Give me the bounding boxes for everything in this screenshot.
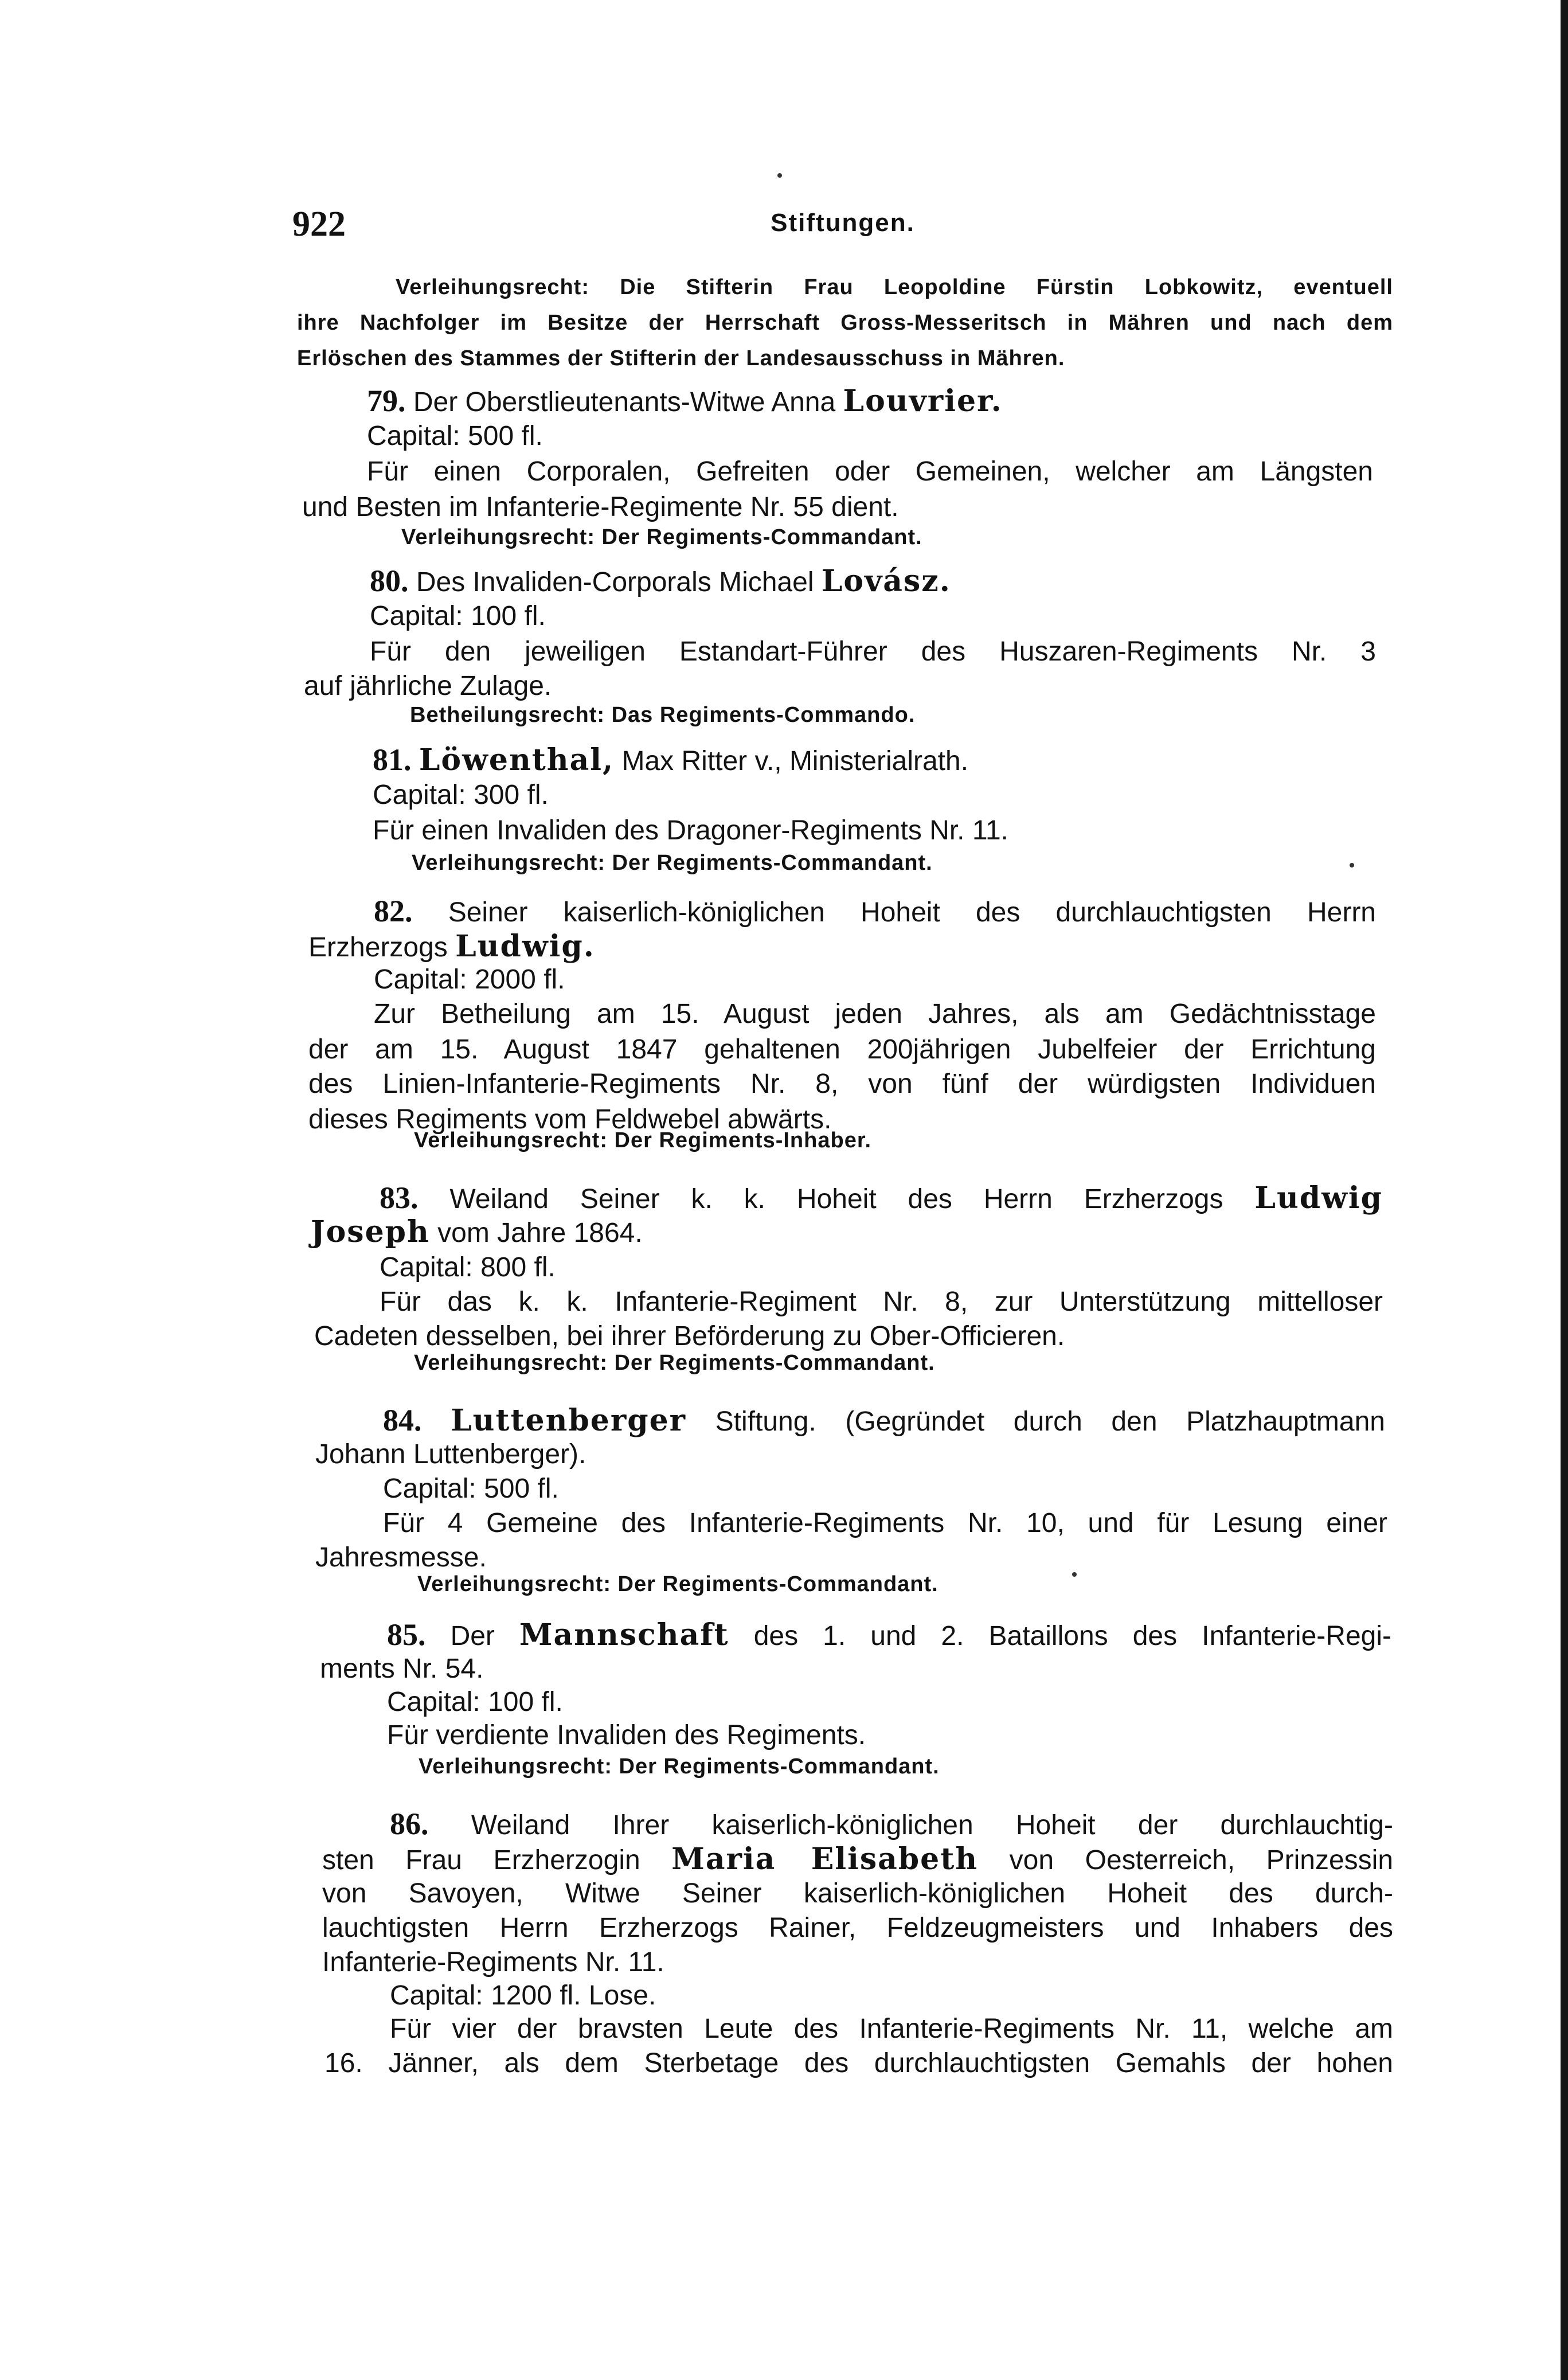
entry-83-heading-cont	[311, 1214, 643, 1251]
rights-line: Verleihungsrecht: Der Regiments-Commandant.	[419, 1754, 940, 1779]
body-line: Für das k. k. Infanterie-Regiment Nr. 8, zur Unterstützung mittelloser	[380, 1287, 1383, 1317]
entry-85-heading-cont: ments Nr. 54.	[320, 1654, 484, 1684]
intro-line: Erlöschen des Stammes der Stifterin der Landesausschuss in Mähren.	[297, 346, 1065, 370]
entry-title-text: Max Ritter v., Ministerialrath.	[621, 746, 969, 776]
running-head: Stiftungen.	[771, 209, 915, 237]
body-line: Für verdiente Invaliden des Regiments.	[387, 1720, 866, 1750]
body-line: dieses Regiments vom Feldwebel abwärts.	[308, 1104, 832, 1135]
capital-line: Capital: 100 fl.	[370, 601, 546, 631]
entry-number: 85.	[387, 1617, 426, 1652]
body-line: Für den jeweiligen Estandart-Führer des Huszaren-Regiments Nr. 3	[370, 636, 1376, 667]
body-line: Für einen Invaliden des Dragoner-Regiments Nr. 11.	[373, 815, 1009, 846]
body-line: Für einen Corporalen, Gefreiten oder Gemeinen, welcher am Längsten	[367, 456, 1373, 487]
capital-line: Capital: 2000 fl.	[374, 964, 565, 995]
capital-line: Capital: 1200 fl. Lose.	[390, 1980, 656, 2011]
entry-title-text: vom Jahre 1864.	[437, 1218, 643, 1248]
entry-84-heading	[383, 1402, 1385, 1440]
entry-number: 81.	[373, 742, 412, 777]
entry-number: 79.	[367, 384, 406, 418]
entry-83-heading	[380, 1180, 1383, 1217]
body-line: lauchtigsten Herrn Erzherzogs Rainer, Feldzeugmeisters und Inhabers des	[322, 1913, 1393, 1943]
capital-line: Capital: 500 fl.	[383, 1474, 559, 1504]
rights-line: Verleihungsrecht: Der Regiments-Commandant.	[417, 1572, 939, 1596]
founder-name: Maria Elisabeth	[671, 1842, 979, 1877]
body-line: und Besten im Infanterie-Regimente Nr. 55 dient.	[302, 492, 899, 522]
body-line: Jahresmesse.	[315, 1542, 487, 1573]
entry-title-text: Der	[450, 1621, 495, 1651]
body-line: der am 15. August 1847 gehaltenen 200jährigen Jubelfeier der Errichtung	[308, 1034, 1376, 1065]
body-line: Für 4 Gemeine des Infanterie-Regiments Nr. 10, und für Lesung einer	[383, 1508, 1387, 1538]
founder-name: Louvrier.	[843, 384, 1003, 419]
body-line: auf jährliche Zulage.	[304, 671, 552, 701]
founder-name: Löwenthal,	[419, 742, 615, 777]
entry-number: 84.	[383, 1403, 422, 1437]
body-line: Für vier der bravsten Leute des Infanterie-Regiments Nr. 11, welche am	[390, 2014, 1393, 2044]
rights-line: Verleihungsrecht: Der Regiments-Commandant.	[414, 1351, 935, 1375]
rights-line: Verleihungsrecht: Der Regiments-Commandant.	[412, 851, 933, 875]
body-line: Zur Betheilung am 15. August jeden Jahres, als am Gedächtnisstage	[374, 999, 1376, 1029]
scan-speck	[777, 173, 782, 178]
entry-82-heading-cont	[308, 929, 595, 966]
entry-86-heading	[390, 1806, 1393, 1843]
body-line: des Linien-Infanterie-Regiments Nr. 8, von fünf der würdigsten Individuen	[308, 1069, 1376, 1099]
entry-84-heading-cont: Johann Luttenberger).	[315, 1439, 586, 1470]
capital-line: Capital: 500 fl.	[367, 421, 543, 451]
entry-number: 82.	[374, 894, 413, 928]
entry-title-text: Weiland Ihrer kaiserlich-königlichen Hoheit der durchlauchtig-	[471, 1810, 1393, 1840]
capital-line: Capital: 300 fl.	[373, 780, 549, 810]
founder-name: Mannschaft	[519, 1617, 729, 1652]
page-edge	[1561, 0, 1568, 2380]
entry-86-heading-cont	[322, 1842, 1393, 1878]
entry-85-heading	[387, 1617, 1391, 1654]
entry-number: 80.	[370, 564, 409, 598]
intro-line: ihre Nachfolger im Besitze der Herrschaft Gross-Messeritsch in Mähren und nach dem	[297, 311, 1393, 335]
entry-title-text: Der Oberstlieutenants-Witwe Anna	[413, 387, 836, 417]
entry-number: 83.	[380, 1181, 419, 1215]
founder-name: Joseph	[311, 1214, 430, 1249]
founder-name: Ludwig	[1254, 1181, 1383, 1216]
intro-line: Verleihungsrecht: Die Stifterin Frau Leopoldine Fürstin Lobkowitz, eventuell	[396, 275, 1393, 299]
body-line: von Savoyen, Witwe Seiner kaiserlich-königlichen Hoheit des durch-	[322, 1878, 1393, 1909]
body-line: 16. Jänner, als dem Sterbetage des durchlauchtigsten Gemahls der hohen	[324, 2048, 1393, 2078]
body-line: Cadeten desselben, bei ihrer Beförderung zu Ober-Officieren.	[314, 1321, 1065, 1351]
page-header	[292, 204, 1393, 250]
founder-name: Luttenberger	[451, 1403, 687, 1438]
rights-line: Verleihungsrecht: Der Regiments-Commandant.	[401, 525, 922, 549]
entry-82-heading	[374, 893, 1376, 931]
entry-81-heading	[373, 742, 968, 779]
capital-line: Capital: 100 fl.	[387, 1687, 563, 1717]
entry-79-heading	[367, 383, 1003, 420]
capital-line: Capital: 800 fl.	[380, 1252, 556, 1283]
entry-title-text: des 1. und 2. Bataillons des Infanterie-Regi-	[753, 1621, 1391, 1651]
page-number: 922	[292, 205, 346, 244]
body-line: Infanterie-Regiments Nr. 11.	[322, 1947, 664, 1978]
scan-speck	[1072, 1572, 1077, 1577]
founder-name: Lovász.	[821, 564, 951, 599]
founder-name: Ludwig.	[455, 929, 595, 964]
entry-title-text: sten Frau Erzherzogin	[322, 1845, 640, 1875]
entry-title-text: Seiner kaiserlich-königlichen Hoheit des durchlauchtigsten Herrn	[448, 897, 1376, 928]
entry-title-text: von Oesterreich, Prinzessin	[1009, 1845, 1394, 1875]
entry-title-text: Des Invaliden-Corporals Michael	[416, 567, 814, 597]
entry-number: 86.	[390, 1807, 429, 1841]
entry-title-text: Erzherzogs	[308, 932, 448, 963]
rights-line: Verleihungsrecht: Der Regiments-Inhaber.	[414, 1128, 872, 1152]
entry-80-heading	[370, 563, 951, 600]
entry-title-text: Stiftung. (Gegründet durch den Platzhauptmann	[715, 1406, 1385, 1437]
entry-title-text: Weiland Seiner k. k. Hoheit des Herrn Erzherzogs	[449, 1184, 1223, 1214]
rights-line: Betheilungsrecht: Das Regiments-Commando.	[410, 703, 916, 727]
scan-speck	[1350, 863, 1354, 867]
